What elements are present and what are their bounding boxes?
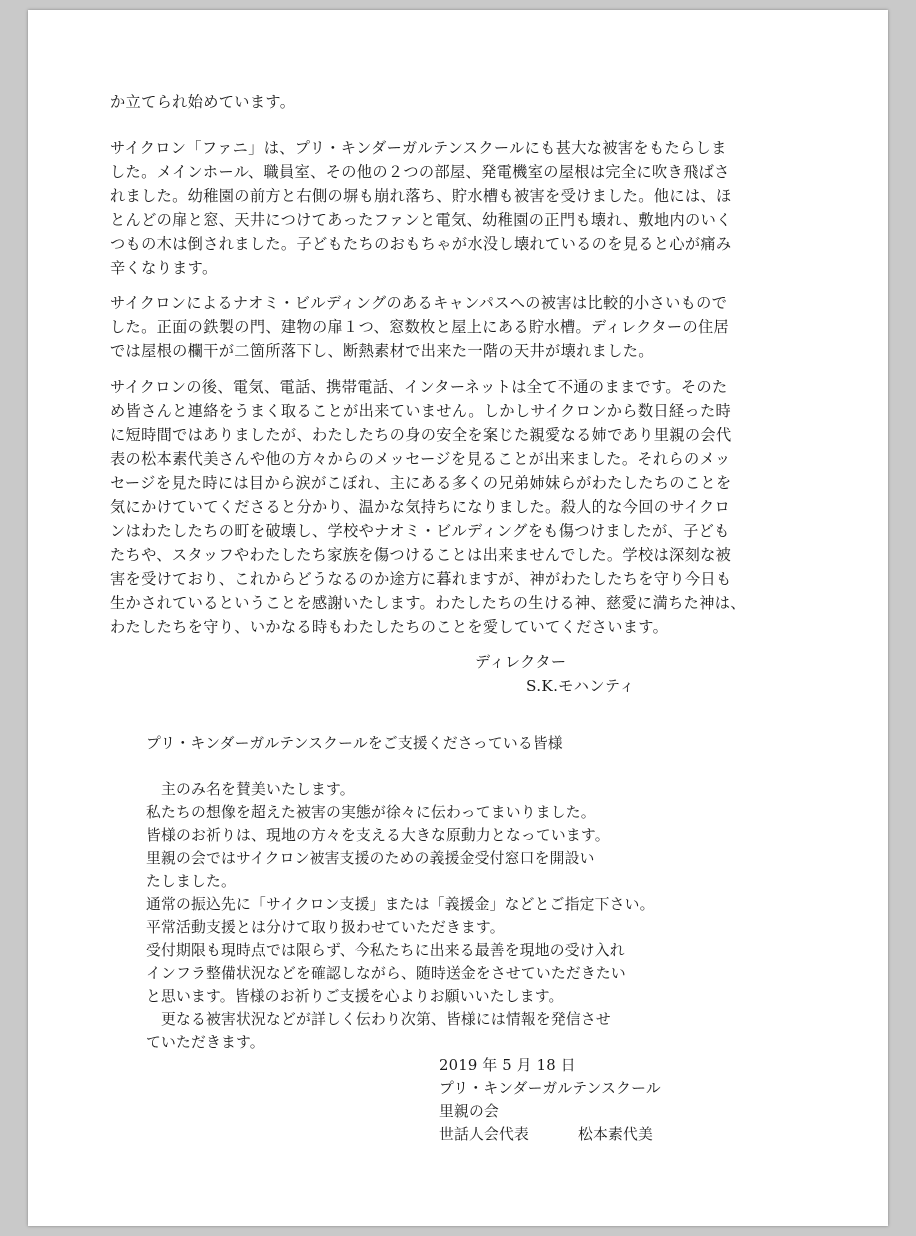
letter2-line: 更なる被害状況などが詳しく伝わり次第、皆様には情報を発信させ xyxy=(146,1011,611,1028)
letter1-line: め皆さんと連絡をうまく取ることが出来ていません。しかしサイクロンから数日経った時 xyxy=(110,402,732,420)
letter1-line: 表の松本素代美さんや他の方々からのメッセージを見ることが出来ました。それらのメッ xyxy=(110,450,731,468)
letter2-line: 平常活動支援とは分けて取り扱わせていただきます。 xyxy=(146,919,505,936)
letter2-line: 受付期限も現時点では限らず、今私たちに出来る最善を現地の受け入れ xyxy=(146,942,625,959)
letter2-line: インフラ整備状況などを確認しながら、随時送金をさせていただきたい xyxy=(146,965,626,982)
letter-date: 2019 年 5 月 18 日 xyxy=(439,1057,576,1074)
letter2-line: たしました。 xyxy=(146,873,236,890)
document-page xyxy=(28,10,888,1226)
letter1-line: つもの木は倒されました。子どもたちのおもちゃが水没し壊れているのを見ると心が痛み xyxy=(110,235,732,253)
letter2-line: ていただきます。 xyxy=(146,1034,265,1051)
signature-name: S.K.モハンティ xyxy=(526,677,635,695)
letter1-line: 辛くなります。 xyxy=(110,259,218,277)
letter1-line: ンはわたしたちの町を破壊し、学校やナオミ・ビルディングをも傷つけましたが、子ども xyxy=(110,522,730,540)
letter2-line: 私たちの想像を超えた被害の実態が徐々に伝わってまいりました。 xyxy=(146,804,596,821)
letter1-line: サイクロン「ファニ」は、プリ・キンダーガルテンスクールにも甚大な被害をもたらしま xyxy=(110,139,727,157)
letter2-line: 主のみ名を賛美いたします。 xyxy=(146,781,355,798)
letter1-line: とんどの扉と窓、天井につけてあったファンと電気、幼稚園の正門も壊れ、敷地内のいく xyxy=(110,211,732,229)
org-name: プリ・キンダーガルテンスクール xyxy=(439,1080,661,1097)
signature-title: ディレクター xyxy=(475,653,567,671)
letter1-line: サイクロンの後、電気、電話、携帯電話、インターネットは全て不通のままです。そのた xyxy=(110,378,728,396)
salutation: プリ・キンダーガルテンスクールをご支援くださっている皆様 xyxy=(146,735,563,752)
letter1-line: 気にかけていてくださると分かり、温かな気持ちになりました。殺人的な今回のサイクロ xyxy=(110,498,731,516)
letter1-line: では屋根の欄干が二箇所落下し、断熱素材で出来た一階の天井が壊れました。 xyxy=(110,342,654,360)
letter1-line: 生かされているということを感謝いたします。わたしたちの生ける神、慈愛に満ちた神は、 xyxy=(110,594,746,612)
letter1-line: か立てられ始めています。 xyxy=(110,93,296,111)
letter2-line: 通常の振込先に「サイクロン支援」または「義援金」などとご指定下さい。 xyxy=(146,896,655,913)
letter2-line: と思います。皆様のお祈りご支援を心よりお願いいたします。 xyxy=(146,988,564,1005)
letter1-line: セージを見た時には目から涙がこぼれ、主にある多くの兄弟姉妹らがわたしたちのことを xyxy=(110,474,732,492)
letter1-line: たちや、スタッフやわたしたち家族を傷つけることは出来ませんでした。学校は深刻な被 xyxy=(110,546,732,564)
letter1-line: した。正面の鉄製の門、建物の扉１つ、窓数枚と屋上にある貯水槽。ディレクターの住居 xyxy=(110,318,730,336)
rep-name: 松本素代美 xyxy=(578,1126,653,1143)
letter2-line: 皆様のお祈りは、現地の方々を支える大きな原動力となっています。 xyxy=(146,827,610,844)
letter1-line: れました。幼稚園の前方と右側の塀も崩れ落ち、貯水槽も被害を受けました。他には、ほ xyxy=(110,187,732,205)
rep-label: 世話人会代表 xyxy=(439,1126,529,1143)
letter1-line: 害を受けており、これからどうなるのか途方に暮れますが、神がわたしたちを守り今日も xyxy=(110,570,732,588)
letter1-line: に短時間ではありましたが、わたしたちの身の安全を案じた親愛なる姉であり里親の会代 xyxy=(110,426,732,444)
letter1-line: わたしたちを守り、いかなる時もわたしたちのことを愛していてくださいます。 xyxy=(110,618,669,636)
letter1-line: サイクロンによるナオミ・ビルディングのあるキャンパスへの被害は比較的小さいもので xyxy=(110,294,728,312)
letter2-line: 里親の会ではサイクロン被害支援のための義援金受付窓口を開設い xyxy=(146,850,595,867)
letter1-line: した。メインホール、職員室、その他の２つの部屋、発電機室の屋根は完全に吹き飛ばさ xyxy=(110,163,730,181)
org-group: 里親の会 xyxy=(439,1103,499,1120)
